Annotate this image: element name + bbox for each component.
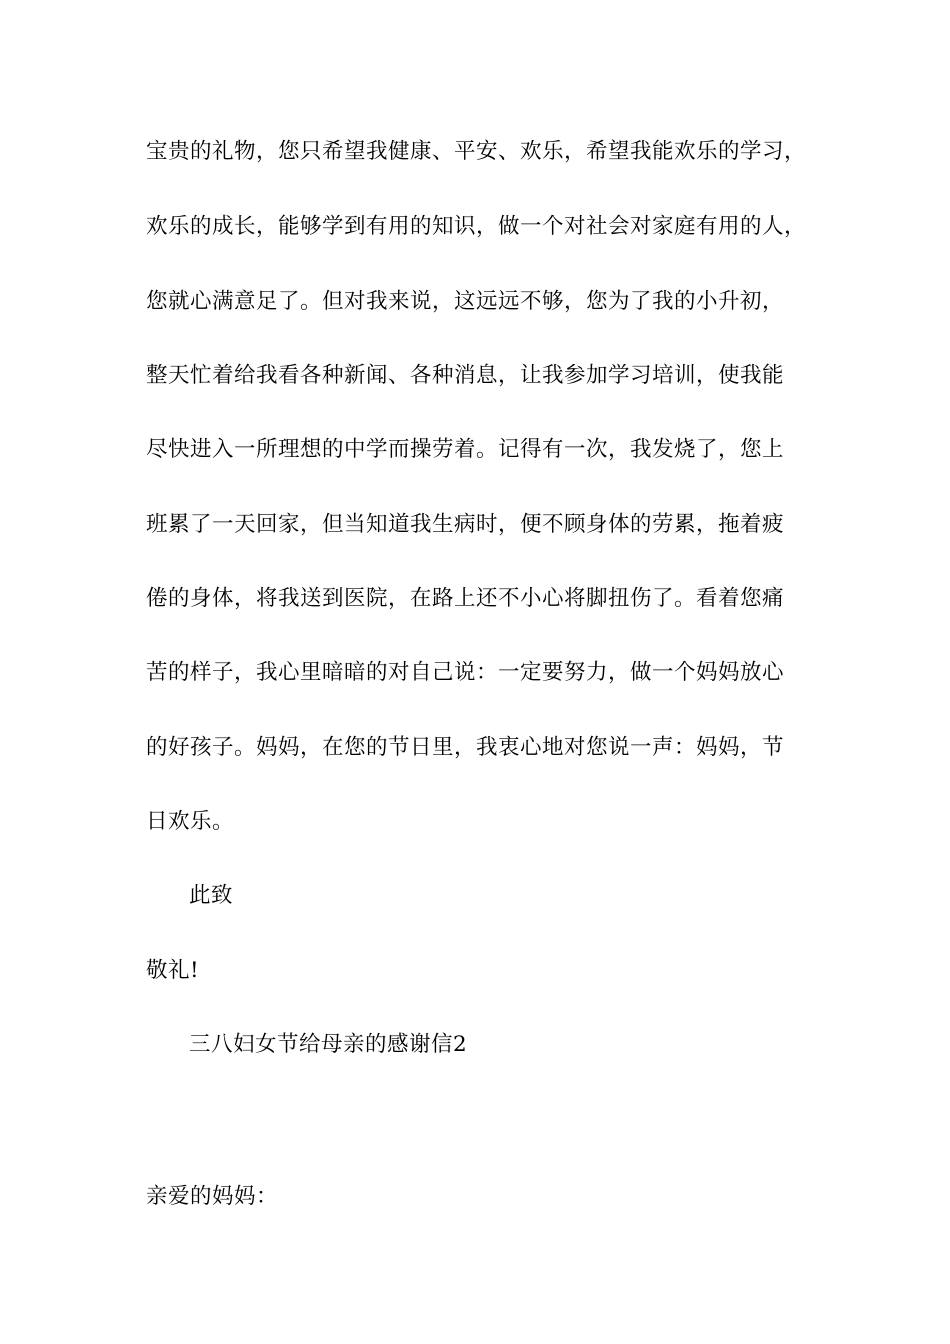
paragraph-line: 欢乐的成长，能够学到有用的知识，做一个对社会对家庭有用的人， (146, 214, 807, 239)
closing-text: 此致 (189, 883, 234, 908)
paragraph-line: 班累了一天回家，但当知道我生病时，便不顾身体的劳累，拖着疲 (146, 512, 785, 537)
letter-title: 三八妇女节给母亲的感谢信2 (189, 1032, 468, 1057)
paragraph-line: 日欢乐。 (146, 809, 235, 834)
paragraph-line: 苦的样子，我心里暗暗的对自己说：一定要努力，做一个妈妈放心 (146, 660, 785, 685)
paragraph-line: 的好孩子。妈妈，在您的节日里，我衷心地对您说一声：妈妈，节 (146, 735, 785, 760)
greeting-text: 亲爱的妈妈： (146, 1184, 279, 1209)
salute-text: 敬礼! (146, 958, 200, 983)
paragraph-line: 尽快进入一所理想的中学而操劳着。记得有一次，我发烧了，您上 (146, 437, 785, 462)
paragraph-line: 您就心满意足了。但对我来说，这远远不够，您为了我的小升初， (146, 289, 785, 314)
paragraph-line: 整天忙着给我看各种新闻、各种消息，让我参加学习培训，使我能 (146, 363, 785, 388)
paragraph-line: 倦的身体，将我送到医院，在路上还不小心将脚扭伤了。看着您痛 (146, 586, 785, 611)
paragraph-line: 宝贵的礼物，您只希望我健康、平安、欢乐，希望我能欢乐的学习， (146, 139, 807, 164)
